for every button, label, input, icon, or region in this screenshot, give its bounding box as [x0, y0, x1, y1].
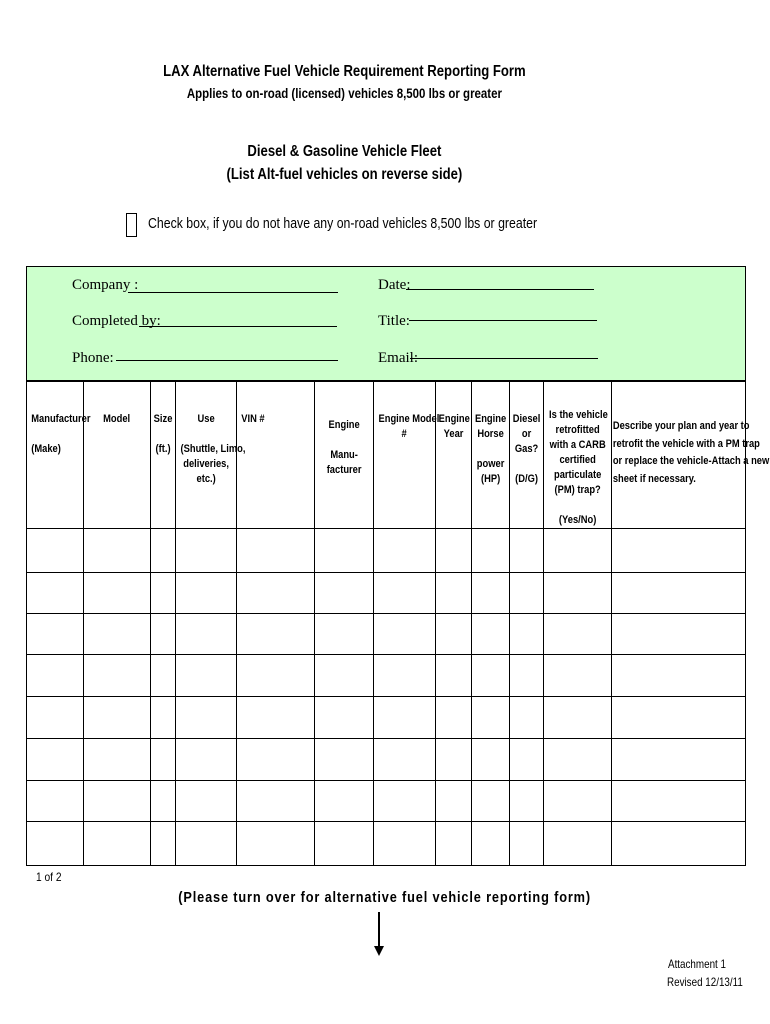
table-cell[interactable] — [435, 614, 471, 655]
table-cell[interactable] — [374, 573, 435, 614]
column-header-vin: VIN # — [241, 413, 265, 425]
table-cell[interactable] — [27, 739, 84, 781]
table-cell[interactable] — [509, 614, 543, 655]
table-cell[interactable] — [84, 739, 150, 781]
turn-over-note: (Please turn over for alternative fuel vehicle reporting form) — [178, 889, 591, 906]
table-cell[interactable] — [175, 573, 236, 614]
table-cell[interactable] — [84, 655, 150, 697]
table-cell[interactable] — [612, 573, 746, 614]
table-cell[interactable] — [150, 697, 175, 739]
table-cell[interactable] — [236, 697, 314, 739]
table-cell[interactable] — [84, 822, 150, 866]
table-row — [27, 614, 746, 655]
table-cell[interactable] — [435, 655, 471, 697]
table-cell[interactable] — [374, 739, 435, 781]
table-cell[interactable] — [315, 614, 374, 655]
phone-field[interactable] — [116, 360, 338, 361]
table-cell[interactable] — [544, 697, 612, 739]
table-cell[interactable] — [435, 697, 471, 739]
table-cell[interactable] — [236, 822, 314, 866]
table-cell[interactable] — [374, 822, 435, 866]
table-cell[interactable] — [236, 781, 314, 822]
column-header-retrofit-plan: Describe your plan and year to retrofit the vehicle with a PM trap or replace the vehicle-Attach a new sheet if necessary. — [613, 420, 770, 485]
table-cell[interactable] — [27, 781, 84, 822]
table-cell[interactable] — [236, 655, 314, 697]
table-row — [27, 739, 746, 781]
table-cell[interactable] — [544, 739, 612, 781]
table-cell[interactable] — [435, 573, 471, 614]
email-field[interactable] — [410, 358, 598, 359]
table-cell[interactable] — [509, 573, 543, 614]
table-cell[interactable] — [150, 822, 175, 866]
table-cell[interactable] — [374, 781, 435, 822]
table-cell[interactable] — [544, 781, 612, 822]
table-cell[interactable] — [509, 739, 543, 781]
table-cell[interactable] — [27, 614, 84, 655]
table-cell[interactable] — [315, 655, 374, 697]
table-cell[interactable] — [236, 529, 314, 573]
table-cell[interactable] — [435, 739, 471, 781]
completed-by-label: Completed by: — [72, 313, 161, 329]
table-cell[interactable] — [612, 529, 746, 573]
table-cell[interactable] — [175, 655, 236, 697]
table-cell[interactable] — [175, 697, 236, 739]
table-cell[interactable] — [236, 614, 314, 655]
table-cell[interactable] — [175, 822, 236, 866]
table-cell[interactable] — [374, 614, 435, 655]
table-cell[interactable] — [435, 781, 471, 822]
column-header-engine-model: Engine Model # — [378, 413, 440, 440]
table-cell[interactable] — [471, 781, 509, 822]
completed-by-field[interactable] — [139, 326, 337, 327]
table-cell[interactable] — [150, 614, 175, 655]
table-row — [27, 655, 746, 697]
table-cell[interactable] — [612, 697, 746, 739]
table-cell[interactable] — [509, 529, 543, 573]
table-cell[interactable] — [315, 822, 374, 866]
table-row — [27, 697, 746, 739]
title-field[interactable] — [409, 320, 597, 321]
table-cell[interactable] — [27, 529, 84, 573]
table-cell[interactable] — [471, 822, 509, 866]
table-row — [27, 822, 746, 866]
table-cell[interactable] — [471, 739, 509, 781]
phone-label: Phone: — [72, 350, 114, 366]
table-row — [27, 781, 746, 822]
table-cell[interactable] — [84, 573, 150, 614]
table-cell[interactable] — [544, 529, 612, 573]
table-cell[interactable] — [315, 781, 374, 822]
column-header-engine-manufacturer: Engine Manu- facturer — [326, 419, 362, 476]
date-label: Date: — [378, 277, 411, 293]
table-cell[interactable] — [27, 655, 84, 697]
table-cell[interactable] — [175, 614, 236, 655]
table-cell[interactable] — [544, 614, 612, 655]
section-title: Diesel & Gasoline Vehicle Fleet — [247, 143, 442, 160]
table-cell[interactable] — [84, 697, 150, 739]
table-cell[interactable] — [471, 573, 509, 614]
table-cell[interactable] — [544, 655, 612, 697]
table-cell[interactable] — [315, 697, 374, 739]
column-header-engine-year: Engine Year — [438, 413, 470, 440]
table-cell[interactable] — [175, 781, 236, 822]
table-cell[interactable] — [315, 529, 374, 573]
table-cell[interactable] — [509, 697, 543, 739]
table-cell[interactable] — [471, 529, 509, 573]
table-cell[interactable] — [315, 739, 374, 781]
no-vehicles-checkbox-label: Check box, if you do not have any on-road vehicles 8,500 lbs or greater — [148, 215, 538, 232]
table-cell[interactable] — [27, 822, 84, 866]
title-label: Title: — [378, 313, 410, 329]
table-header-row — [27, 382, 746, 529]
table-cell[interactable] — [27, 573, 84, 614]
table-cell[interactable] — [471, 614, 509, 655]
table-cell[interactable] — [509, 655, 543, 697]
vehicle-fleet-table — [26, 381, 770, 866]
column-header-horsepower: Engine Horse power (HP) — [474, 413, 506, 485]
no-vehicles-checkbox[interactable] — [126, 213, 137, 237]
column-header-fuel-type: Diesel or Gas? (D/G) — [512, 413, 541, 485]
form-subtitle: Applies to on-road (licensed) vehicles 8,500 lbs or greater — [186, 85, 502, 101]
section-note: (List Alt-fuel vehicles on reverse side) — [226, 166, 463, 183]
table-cell[interactable] — [315, 573, 374, 614]
column-header-use: Use (Shuttle, Limo, deliveries, etc.) — [180, 413, 246, 485]
table-cell[interactable] — [236, 739, 314, 781]
table-cell[interactable] — [612, 822, 746, 866]
table-cell[interactable] — [374, 655, 435, 697]
column-header-pm-trap: Is the vehicle retrofitted with a CARB certified particulate (PM) trap? (Yes/No) — [549, 409, 608, 526]
email-label: Email: — [378, 350, 418, 366]
table-cell[interactable] — [612, 739, 746, 781]
form-title: LAX Alternative Fuel Vehicle Requirement Reporting Form — [163, 63, 526, 80]
table-cell[interactable] — [374, 529, 435, 573]
table-cell[interactable] — [509, 822, 543, 866]
table-cell[interactable] — [544, 822, 612, 866]
table-cell[interactable] — [150, 781, 175, 822]
table-cell[interactable] — [435, 822, 471, 866]
table-cell[interactable] — [150, 573, 175, 614]
table-cell[interactable] — [612, 781, 746, 822]
table-row — [27, 529, 746, 573]
table-cell[interactable] — [236, 573, 314, 614]
company-field[interactable] — [128, 292, 338, 293]
table-row — [27, 573, 746, 614]
table-cell[interactable] — [84, 781, 150, 822]
table-cell[interactable] — [27, 697, 84, 739]
table-cell[interactable] — [84, 529, 150, 573]
table-cell[interactable] — [175, 529, 236, 573]
table-cell[interactable] — [612, 614, 746, 655]
column-header-model: Model — [103, 413, 131, 425]
table-cell[interactable] — [374, 697, 435, 739]
table-cell[interactable] — [612, 655, 746, 697]
table-cell[interactable] — [150, 739, 175, 781]
company-label: Company : — [72, 277, 139, 293]
revised-date: Revised 12/13/11 — [667, 975, 743, 989]
table-cell[interactable] — [150, 529, 175, 573]
column-header-manufacturer: Manufacturer (Make) — [31, 413, 91, 455]
table-cell[interactable] — [175, 739, 236, 781]
table-cell[interactable] — [471, 697, 509, 739]
table-cell[interactable] — [435, 529, 471, 573]
attachment-label: Attachment 1 — [668, 957, 726, 971]
down-arrowhead-icon — [374, 946, 384, 956]
table-cell[interactable] — [84, 614, 150, 655]
table-cell[interactable] — [150, 655, 175, 697]
table-cell[interactable] — [509, 781, 543, 822]
table-cell[interactable] — [544, 573, 612, 614]
page-number: 1 of 2 — [36, 870, 62, 884]
down-arrow-icon — [378, 912, 380, 948]
column-header-size: Size (ft.) — [153, 413, 172, 455]
date-field[interactable] — [406, 289, 594, 290]
table-cell[interactable] — [471, 655, 509, 697]
